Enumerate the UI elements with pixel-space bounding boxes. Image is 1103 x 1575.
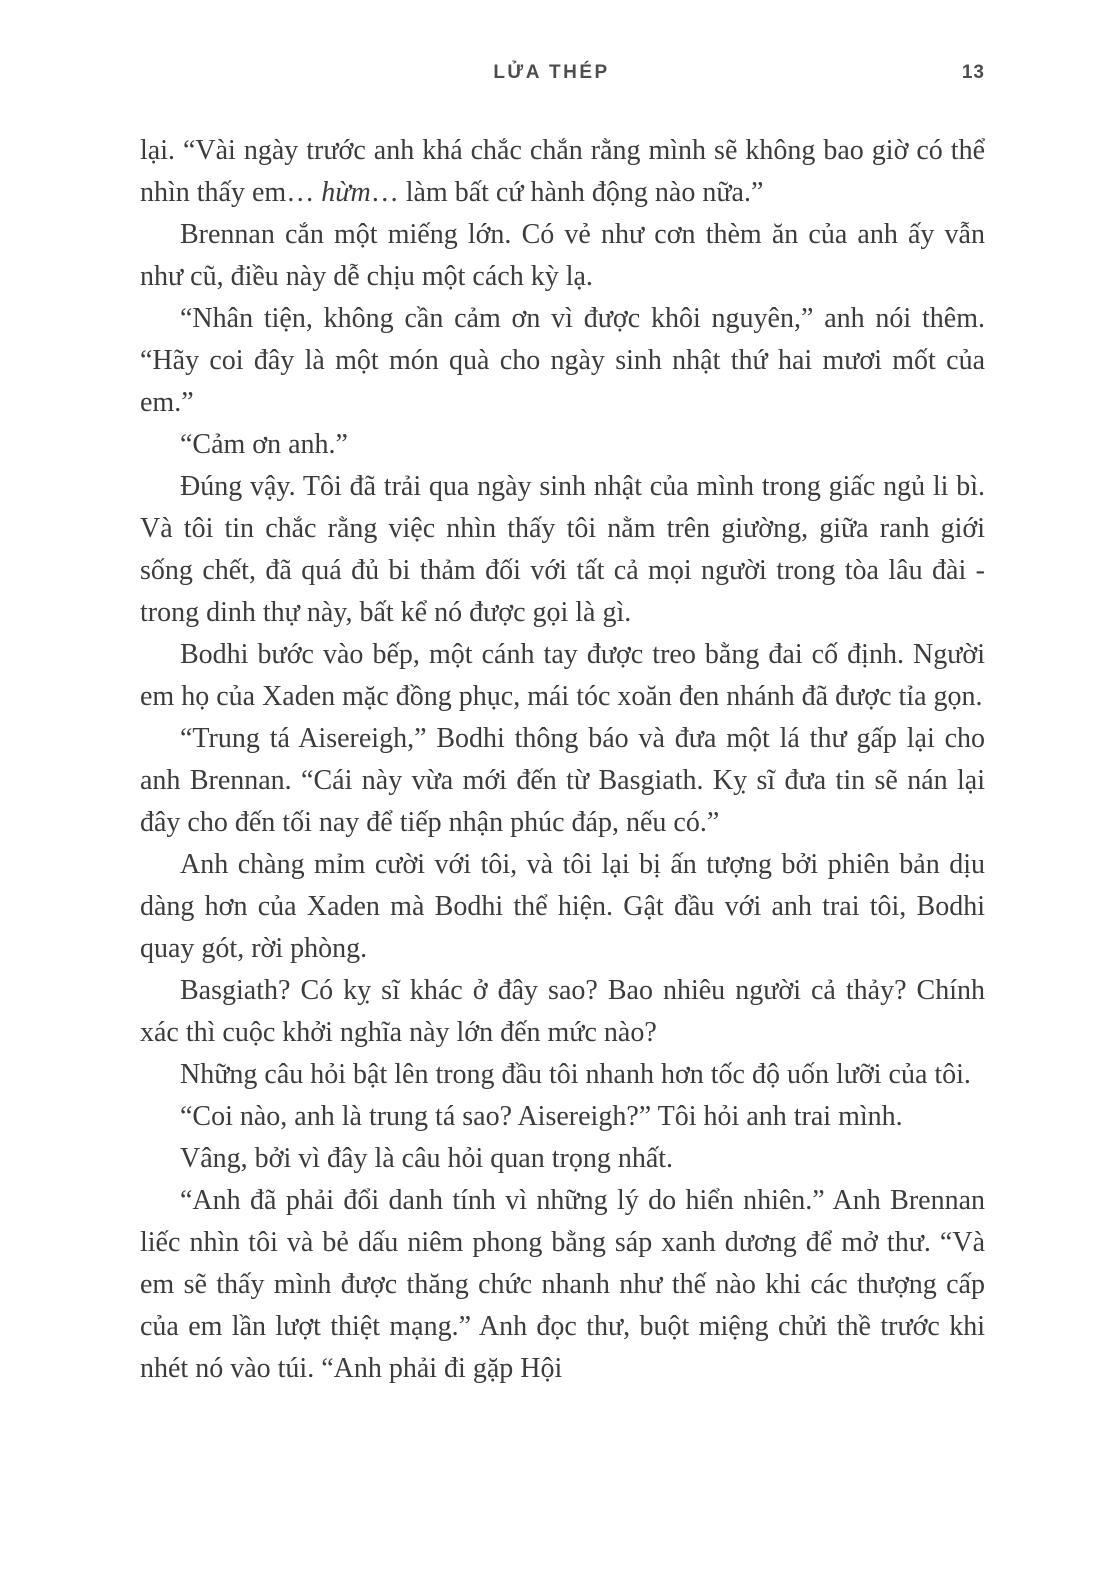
text-body: [140, 130, 985, 1390]
text-run: Vâng, bởi vì đây là câu hỏi quan trọng nhất.: [180, 1143, 674, 1174]
text-run: “Coi nào, anh là trung tá sao? Aisereigh?” Tôi hỏi anh trai mình.: [180, 1101, 903, 1132]
text-run: “Nhân tiện, không cần cảm ơn vì được khôi nguyên,” anh nói thêm. “Hãy coi đây là một món quà cho ngày sinh nhật thứ hai mươi mốt của em.”: [140, 303, 985, 418]
paragraph: [140, 1054, 985, 1096]
text-run: Những câu hỏi bật lên trong đầu tôi nhanh hơn tốc độ uốn lưỡi của tôi.: [180, 1059, 971, 1090]
paragraph: [140, 424, 985, 466]
text-run: Brennan cắn một miếng lớn. Có vẻ như cơn thèm ăn của anh ấy vẫn như cũ, điều này dễ chịu một cách kỳ lạ.: [140, 219, 985, 292]
text-run: Bodhi bước vào bếp, một cánh tay được treo bằng đai cố định. Người em họ của Xaden mặc đồng phục, mái tóc xoăn đen nhánh đã được tỉa gọn.: [140, 639, 985, 712]
text-run: Anh chàng mỉm cười với tôi, và tôi lại bị ấn tượng bởi phiên bản dịu dàng hơn của Xaden mà Bodhi thể hiện. Gật đầu với anh trai tôi, Bodhi quay gót, rời phòng.: [140, 849, 985, 964]
text-run: Basgiath? Có kỵ sĩ khác ở đây sao? Bao nhiêu người cả thảy? Chính xác thì cuộc khởi nghĩa này lớn đến mức nào?: [140, 975, 985, 1048]
text-run: lại. “Vài ngày trước anh khá chắc chắn rằng mình sẽ không bao giờ có thể nhìn thấy em…: [140, 135, 985, 208]
paragraph: [140, 634, 985, 718]
paragraph: [140, 214, 985, 298]
paragraph: [140, 298, 985, 424]
paragraph: [140, 970, 985, 1054]
running-title: LỬA THÉP: [493, 62, 610, 83]
paragraph: [140, 718, 985, 844]
paragraph: [140, 1180, 985, 1390]
paragraph: [140, 130, 985, 214]
paragraph: [140, 1096, 985, 1138]
paragraph: [140, 466, 985, 634]
text-run: “Cảm ơn anh.”: [180, 429, 348, 460]
text-run: “Anh đã phải đổi danh tính vì những lý do hiển nhiên.” Anh Brennan liếc nhìn tôi và bẻ dấu niêm phong bằng sáp xanh dương để mở thư. “Và em sẽ thấy mình được thăng chức nhanh như thế nào khi các thượng cấp của em lần lượt thiệt mạng.” Anh đọc thư, buột miệng chửi thề trước khi nhét nó vào túi. “Anh phải đi gặp Hội: [140, 1185, 985, 1384]
paragraph: [140, 844, 985, 970]
text-run: … làm bất cứ hành động nào nữa.”: [370, 177, 764, 208]
italic-text-run: hừm: [321, 177, 371, 208]
page-number: 13: [961, 62, 985, 83]
page-header: [0, 62, 1103, 90]
text-run: Đúng vậy. Tôi đã trải qua ngày sinh nhật của mình trong giấc ngủ li bì. Và tôi tin chắc rằng việc nhìn thấy tôi nằm trên giường, giữa ranh giới sống chết, đã quá đủ bi thảm đối với tất cả mọi người trong tòa lâu đài - trong dinh thự này, bất kể nó được gọi là gì.: [140, 471, 985, 628]
paragraph: [140, 1138, 985, 1180]
text-run: “Trung tá Aisereigh,” Bodhi thông báo và đưa một lá thư gấp lại cho anh Brennan. “Cái này vừa mới đến từ Basgiath. Kỵ sĩ đưa tin sẽ nán lại đây cho đến tối nay để tiếp nhận phúc đáp, nếu có.”: [140, 723, 985, 838]
